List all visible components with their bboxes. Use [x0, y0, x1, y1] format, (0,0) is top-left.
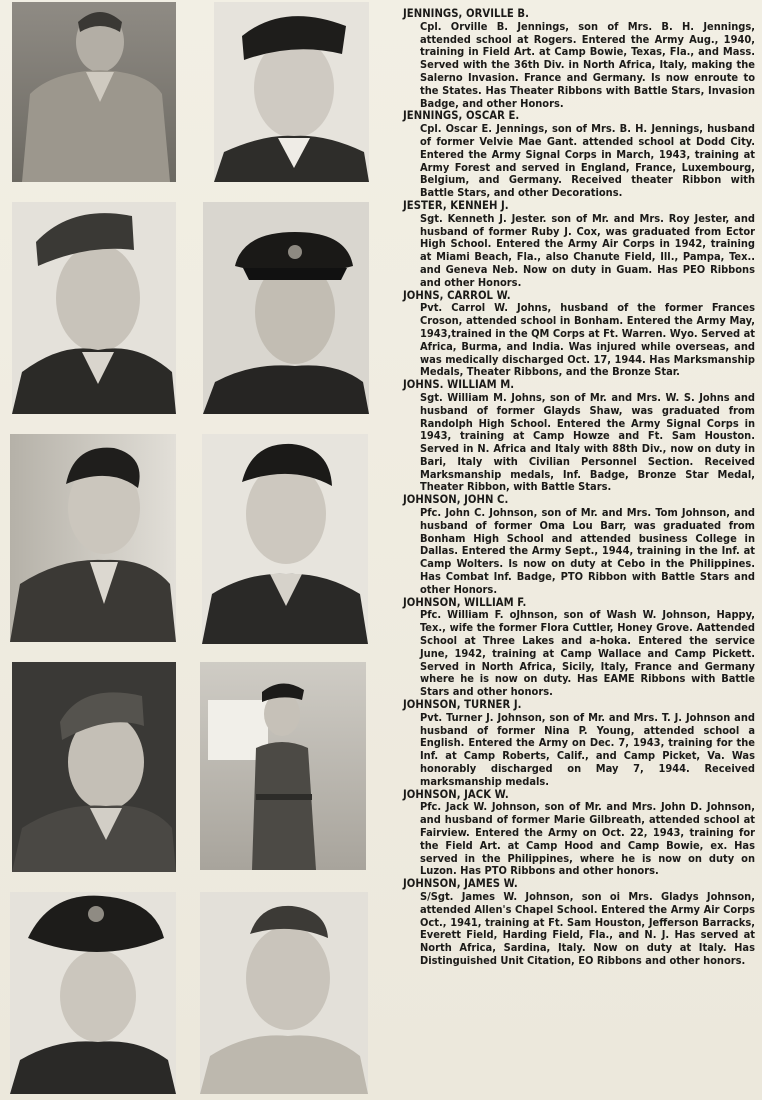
entry-johnson-john — [403, 494, 755, 596]
entry-jennings-orville — [403, 8, 755, 110]
entry-johnson-james — [403, 878, 755, 968]
entry-johnson-jack — [403, 789, 755, 879]
entry-body: Pfc. Jack W. Johnson, son of Mr. and Mrs. John D. Johnson, and husband of former Marie Gilbreath, attended school at Fairview. Entered the Army on Oct. 22, 1943, training for the Field Art. at Camp Hood and Camp Bowie, ex. Has served in the Philippines, where he is now on duty on Luzon. Has PTO Ribbons and other honors. — [420, 800, 755, 878]
portrait-photo-orville-jennings — [12, 2, 176, 182]
entry-jennings-oscar — [403, 110, 755, 200]
entry-name: JENNINGS, ORVILLE B. — [403, 7, 530, 20]
entry-name: JOHNSON, TURNER J. — [403, 698, 522, 712]
entry-body: Sgt. William M. Johns, son of Mr. and Mrs. W. S. Johns and husband of former Glayds Shaw, was graduated from Randolph High School. Entered the Army Signal Corps in 1943, training at Camp Howze and Ft. Sam Houston. Served in N. Africa and Italy with 88th Div., now on duty in Bari, Italy with Civilian Personnel Section. Received Marksmanship medals, Inf. Badge, Bronze Star Medal, Theater Ribbon, with Battle Stars. — [420, 390, 755, 494]
entry-johnson-william-f — [403, 597, 755, 699]
entry-johns-carrol — [403, 290, 755, 380]
portrait-photo-james-johnson — [200, 892, 368, 1094]
entry-body: Pfc. John C. Johnson, son of Mr. and Mrs. Tom Johnson, and husband of former Oma Lou Barr, was graduated from Bonham High School and attended business College in Dallas. Entered the Army Sept., 1944, training in the Inf. at Camp Wolters. Is now on duty at Cebo in the Philippines. Has Combat Inf. Badge, PTO Ribbon with Battle Stars and other Honors. — [420, 506, 755, 596]
portrait-photo-william-f-johnson — [12, 662, 176, 872]
entry-body: Cpl. Orville B. Jennings, son of Mrs. B. H. Jennings, attended school at Rogers. Entered the Army Aug., 1940, training in Field Art. at Camp Bowie, Texas, Fla., and Mass. Served with the 36th Div. in North Africa, Italy, making the Salerno Invasion. France and Germany. Is now enroute to the States. Has Theater Ribbons with Battle Stars, Invasion Badge, and other Honors. — [420, 19, 755, 110]
portrait-photo-oscar-jennings — [214, 2, 369, 182]
entry-johnson-turner — [403, 699, 755, 789]
entry-name: JOHNSON, JACK W. — [403, 787, 509, 801]
biography-column — [403, 8, 755, 968]
entry-body: Cpl. Oscar E. Jennings, son of Mrs. B. H. Jennings, husband of former Velvie Mae Gant. attended school at Dodd City. Entered the Army Signal Corps in March, 1943, training at Army Forest and served in England, France, Luxembourg, Belgium, and Germany. Received theater Ribbon with Battle Stars, and other Decorations. — [420, 122, 755, 200]
entry-name: JOHNSON, JAMES W. — [403, 877, 518, 891]
entry-body: Sgt. Kenneth J. Jester. son of Mr. and Mrs. Roy Jester, and husband of former Ruby J. Cox, was graduated from Ector High School. Entered the Army Air Corps in 1942, training at Miami Beach, Fla., also Chanute Field, Ill., Pampa, Tex.. and Geneva Neb. Now on duty in Guam. Has PEO Ribbons and other Honors. — [420, 211, 755, 289]
entry-body: Pvt. Turner J. Johnson, son of Mr. and Mrs. T. J. Johnson and husband of former Nina P. Young, attended school a English. Entered the Army on Dec. 7, 1943, training for the Inf. at Camp Roberts, Calif., and Camp Picket, Va. Was honorably discharged on May 7, 1944. Received marksmanship medals. — [420, 710, 755, 788]
entry-jester-kenneth — [403, 200, 755, 290]
portrait-photo-turner-johnson — [200, 662, 366, 870]
portrait-photo-carrol-johns — [203, 202, 369, 414]
entry-johns-william — [403, 379, 755, 494]
entry-body: Pfc. William F. oJhnson, son of Wash W. Johnson, Happy, Tex., wife the former Flora Cuttler, Honey Grove. Aattended School at Three Lakes and a-hoka. Entered the service June, 1942, training at Camp Wallace and Camp Pickett. Served in North Africa, Sicily, Italy, France and Germany where he is now on duty. Has EAME Ribbons with Battle Stars and other honors. — [420, 608, 755, 699]
entry-name: JENNINGS, OSCAR E. — [403, 109, 520, 123]
portrait-photo-william-johns — [10, 434, 176, 642]
portrait-photo-kenneth-jester — [12, 202, 176, 414]
portrait-photo-jack-johnson — [10, 892, 176, 1094]
entry-name: JOHNS, CARROL W. — [403, 288, 511, 302]
entry-name: JOHNS. WILLIAM M. — [403, 378, 515, 392]
entry-body: Pvt. Carrol W. Johns, husband of the former Frances Croson, attended school in Bonham. Entered the Army May, 1943,trained in the QM Corps at Ft. Warren. Wyo. Served at Africa, Burma, and India. Was injured while overseas, and was medically discharged Oct. 17, 1944. Has Marksmanship Medals, Theater Ribbons, and the Bronze Star. — [420, 301, 755, 379]
entry-name: JOHNSON, WILLIAM F. — [403, 595, 527, 609]
portrait-photo-john-johnson — [202, 434, 368, 644]
entry-name: JOHNSON, JOHN C. — [403, 493, 509, 507]
entry-name: JESTER, KENNEH J. — [403, 198, 509, 212]
entry-body: S/Sgt. James W. Johnson, son oi Mrs. Gladys Johnson, attended Allen's Chapel School. Entered the Army Air Corps Oct., 1941, training at Ft. Sam Houston, Jefferson Barracks, Everett Field, Harding Field, Fla., and N. J. Has served at North Africa, Sardina, Italy. Now on duty at Italy. Has Distinguished Unit Citation, EO Ribbons and other honors. — [420, 889, 755, 967]
